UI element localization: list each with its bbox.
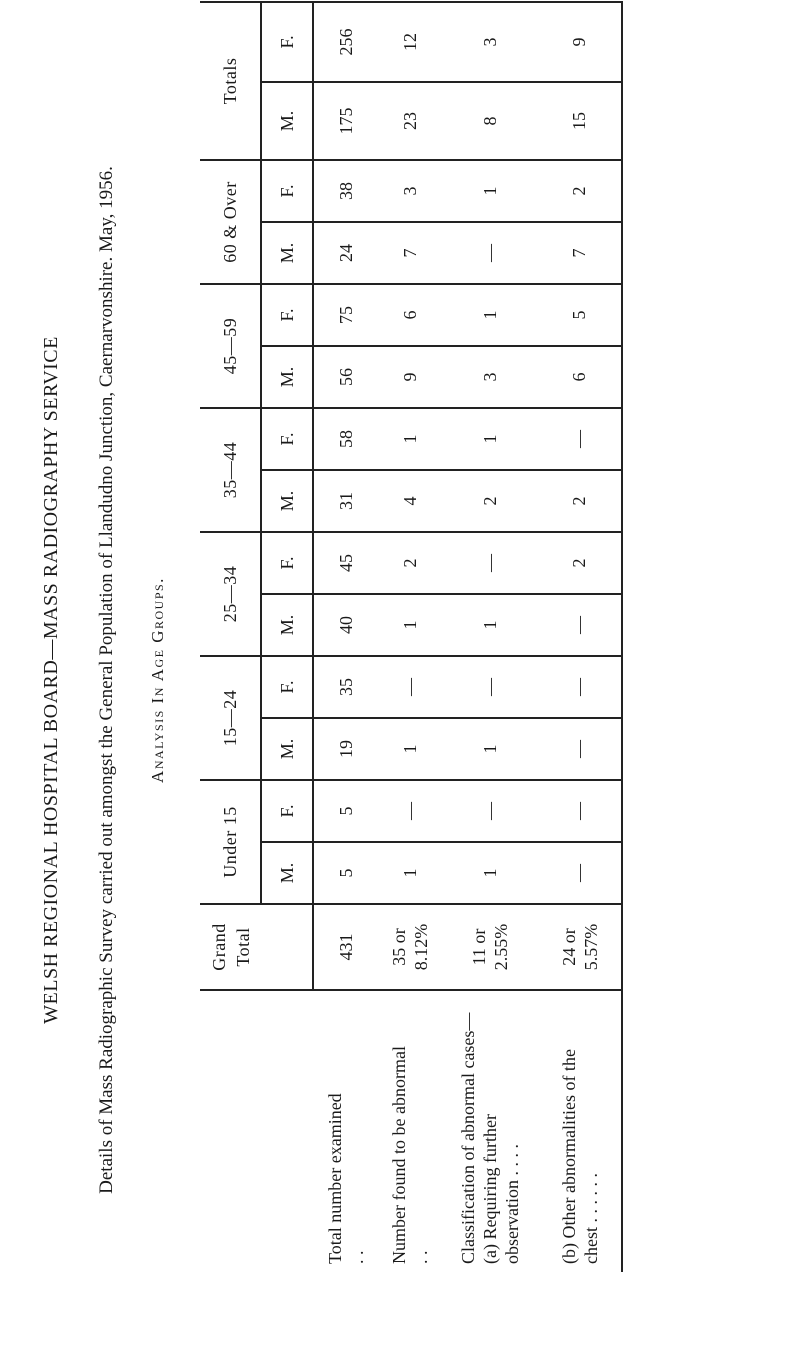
age-group-table: [200, 1, 623, 1272]
row-label-line: Classification of abnormal cases—: [458, 1012, 478, 1264]
male-count-cell: 1: [442, 842, 538, 904]
page-heading: WELSH REGIONAL HOSPITAL BOARD—MASS RADIOGRAPHY SERVICE: [40, 336, 62, 1024]
grand-total-header-line-1: Grand: [208, 923, 229, 971]
sex-header-male: M.: [261, 594, 313, 656]
row-label: [442, 990, 538, 1272]
male-count-cell: 1: [378, 718, 442, 780]
age-group-header: 15—24: [200, 656, 261, 780]
male-count-cell: 19: [313, 718, 378, 780]
age-group-header: 35—44: [200, 408, 261, 532]
female-count-cell: 35: [313, 656, 378, 718]
grand-total-line: 431: [336, 933, 356, 961]
sex-header-male: M.: [261, 842, 313, 904]
male-count-cell: 1: [442, 594, 538, 656]
male-count-cell: 7: [538, 222, 622, 284]
male-count-cell: 2: [538, 470, 622, 532]
male-count-cell: 24: [313, 222, 378, 284]
table-row: [538, 2, 622, 1272]
female-count-cell: 12: [378, 2, 442, 82]
male-count-cell: 1: [378, 842, 442, 904]
grand-total-cell: [442, 904, 538, 990]
female-count-cell: 1: [442, 284, 538, 346]
sex-header-female: F.: [261, 780, 313, 842]
sex-header-female: F.: [261, 284, 313, 346]
female-count-cell: 2: [378, 532, 442, 594]
male-count-cell: 6: [538, 346, 622, 408]
row-label-line: (b) Other abnormalities of the: [558, 1049, 579, 1264]
female-count-cell: 1: [442, 160, 538, 222]
male-count-cell: —: [538, 718, 622, 780]
female-count-cell: 2: [538, 532, 622, 594]
sex-header-female: F.: [261, 408, 313, 470]
male-count-cell: 1: [442, 718, 538, 780]
grand-total-line: 5.57%: [580, 923, 601, 971]
male-count-cell: 175: [313, 82, 378, 160]
female-count-cell: 9: [538, 2, 622, 82]
female-count-cell: 256: [313, 2, 378, 82]
female-count-cell: 6: [378, 284, 442, 346]
female-count-cell: 3: [378, 160, 442, 222]
row-label-line: . .: [411, 1250, 431, 1264]
male-count-cell: 31: [313, 470, 378, 532]
female-count-cell: —: [538, 780, 622, 842]
row-label-line: observation . . . .: [502, 1144, 522, 1264]
male-count-cell: 23: [378, 82, 442, 160]
female-count-cell: —: [442, 656, 538, 718]
male-count-cell: —: [538, 842, 622, 904]
grand-total-line: 11 or: [469, 928, 489, 966]
grand-total-line: 2.55%: [491, 923, 511, 971]
sex-header-female: F.: [261, 2, 313, 82]
row-label-line: Number found to be abnormal: [389, 1046, 409, 1264]
sex-header-male: M.: [261, 222, 313, 284]
grand-total-cell: [378, 904, 442, 990]
table-row: [313, 2, 378, 1272]
male-count-cell: 9: [378, 346, 442, 408]
female-count-cell: 1: [442, 408, 538, 470]
sex-header-male: M.: [261, 718, 313, 780]
age-group-header: 45—59: [200, 284, 261, 408]
female-count-cell: —: [538, 408, 622, 470]
grand-total-line: 24 or: [558, 928, 579, 966]
row-label-line: . .: [346, 1250, 367, 1264]
female-count-cell: 1: [378, 408, 442, 470]
age-group-header: Under 15: [200, 780, 261, 904]
grand-total-cell: [313, 904, 378, 990]
sex-header-male: M.: [261, 470, 313, 532]
table-row: [378, 2, 442, 1272]
table-row: [442, 2, 538, 1272]
grand-total-line: 35 or: [389, 928, 409, 966]
label-header: [200, 990, 313, 1272]
female-count-cell: 75: [313, 284, 378, 346]
table-body: [313, 2, 622, 1272]
female-count-cell: —: [442, 780, 538, 842]
age-group-header: 60 & Over: [200, 160, 261, 284]
male-count-cell: 5: [313, 842, 378, 904]
row-label-line: Total number examined: [324, 1093, 345, 1264]
male-count-cell: —: [538, 594, 622, 656]
male-count-cell: 15: [538, 82, 622, 160]
male-count-cell: 2: [442, 470, 538, 532]
page-subtitle: Details of Mass Radiographic Survey carried out amongst the General Population of Llandudno Junction, Caernarvonshire. May, 1956.: [96, 166, 117, 1194]
section-title: Analysis In Age Groups.: [148, 577, 167, 783]
female-count-cell: —: [378, 780, 442, 842]
female-count-cell: 5: [313, 780, 378, 842]
male-count-cell: 1: [378, 594, 442, 656]
age-group-header: 25—34: [200, 532, 261, 656]
row-label-line: chest . . . . . .: [580, 1173, 601, 1264]
male-count-cell: 7: [378, 222, 442, 284]
female-count-cell: 45: [313, 532, 378, 594]
sex-header-male: M.: [261, 82, 313, 160]
female-count-cell: 5: [538, 284, 622, 346]
sex-header-female: F.: [261, 656, 313, 718]
totals-header: Totals: [200, 2, 261, 160]
male-count-cell: 40: [313, 594, 378, 656]
sex-header-male: M.: [261, 346, 313, 408]
female-count-cell: 58: [313, 408, 378, 470]
female-count-cell: 3: [442, 2, 538, 82]
male-count-cell: 4: [378, 470, 442, 532]
female-count-cell: —: [378, 656, 442, 718]
grand-total-sex-cell: [261, 904, 313, 990]
female-count-cell: 2: [538, 160, 622, 222]
grand-total-header-line-2: Total: [232, 927, 253, 967]
male-count-cell: 56: [313, 346, 378, 408]
male-count-cell: 3: [442, 346, 538, 408]
female-count-cell: 38: [313, 160, 378, 222]
grand-total-cell: [538, 904, 622, 990]
row-label-line: (a) Requiring further: [480, 1114, 500, 1264]
grand-total-line: 8.12%: [411, 923, 431, 971]
male-count-cell: —: [442, 222, 538, 284]
grand-total-header: [200, 904, 261, 990]
female-count-cell: —: [442, 532, 538, 594]
male-count-cell: 8: [442, 82, 538, 160]
row-label: [378, 990, 442, 1272]
row-label: [538, 990, 622, 1272]
female-count-cell: —: [538, 656, 622, 718]
sex-header-female: F.: [261, 160, 313, 222]
sex-header-female: F.: [261, 532, 313, 594]
row-label: [313, 990, 378, 1272]
